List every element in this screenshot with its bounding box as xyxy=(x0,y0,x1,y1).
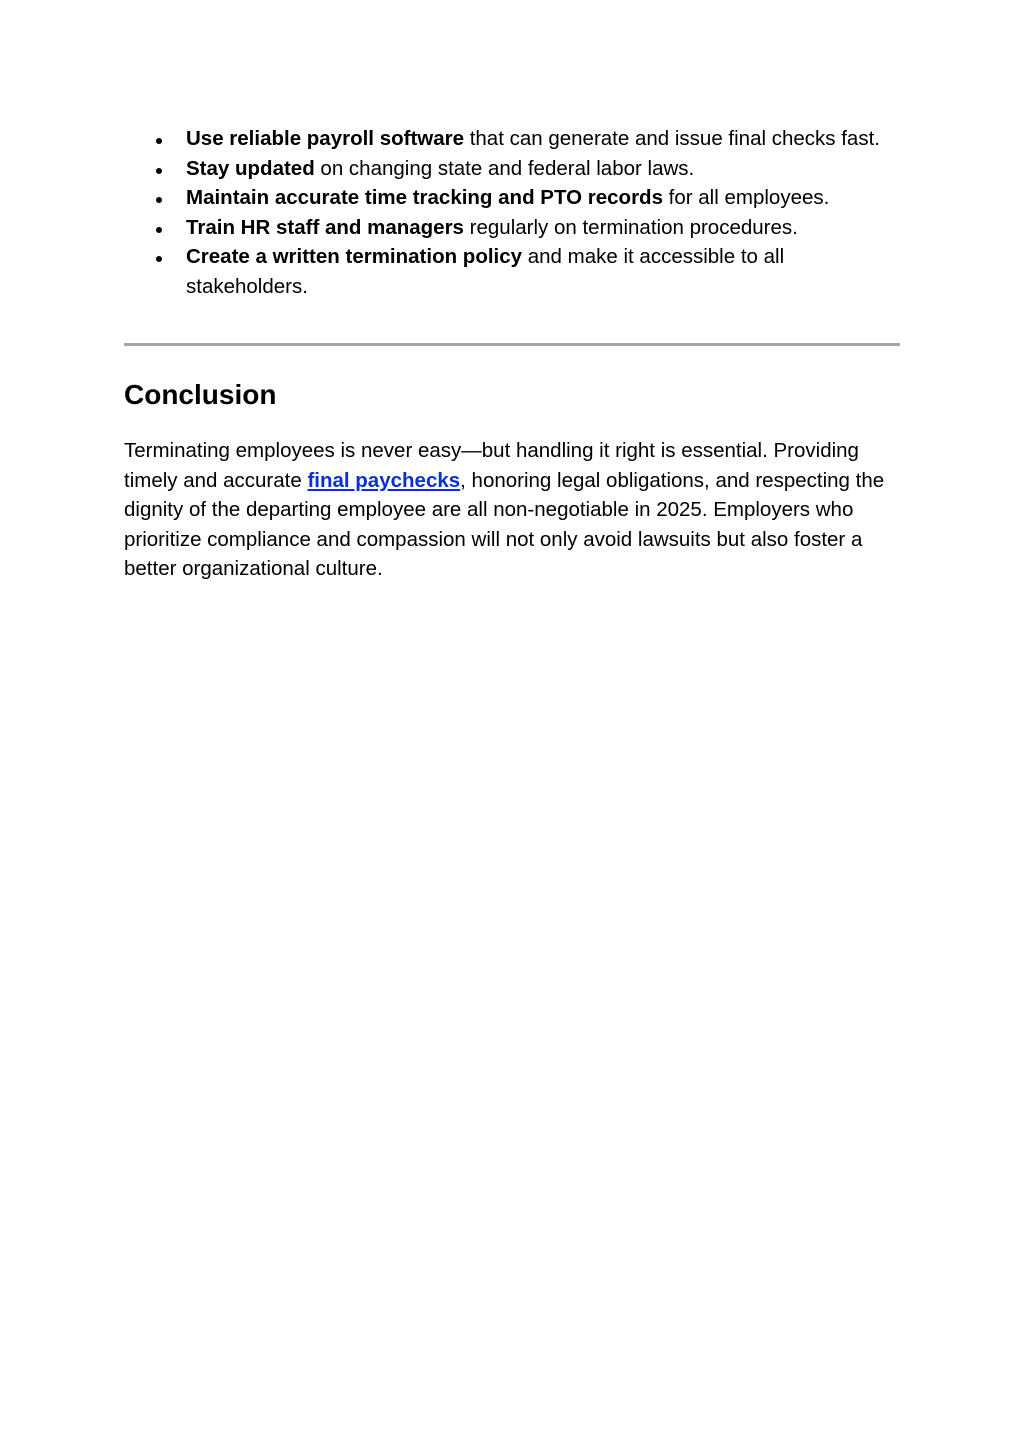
document-page xyxy=(124,124,900,584)
bullet-icon xyxy=(156,168,162,174)
final-paychecks-link[interactable]: final paychecks xyxy=(307,468,461,492)
list-item-bold: Train HR staff and managers xyxy=(186,215,464,239)
list-item xyxy=(124,213,900,243)
conclusion-paragraph xyxy=(124,436,900,584)
bullet-icon xyxy=(156,138,162,144)
list-item-text: and make it accessible to all stakeholders. xyxy=(186,245,785,298)
best-practices-list xyxy=(124,124,900,301)
paragraph-text-before-link: Terminating employees is never easy—but handling it right is essential. Providing timely and accurate xyxy=(124,439,859,492)
list-item-text: for all employees. xyxy=(662,186,830,209)
list-item xyxy=(124,154,900,184)
list-item xyxy=(124,183,900,213)
conclusion-heading: Conclusion xyxy=(124,379,277,410)
list-item-bold: Stay updated xyxy=(186,156,315,180)
bullet-icon xyxy=(156,256,162,262)
list-item-text: on changing state and federal labor laws. xyxy=(314,156,695,180)
list-item-bold: Use reliable payroll software xyxy=(186,127,465,150)
list-item xyxy=(124,124,900,154)
bullet-icon xyxy=(156,197,162,203)
list-item-text: regularly on termination procedures. xyxy=(463,215,798,239)
horizontal-divider xyxy=(124,343,900,346)
bullet-icon xyxy=(156,227,162,233)
list-item-bold: Create a written termination policy xyxy=(186,245,523,268)
list-item-bold: Maintain accurate time tracking and PTO records xyxy=(186,186,663,209)
paragraph-text-after-link: , honoring legal obligations, and respecting the dignity of the departing employee are all non-negotiable in 2025. Employers who prioritize compliance and compassion will not only avoid lawsuits but also foster a better organizational culture. xyxy=(124,468,885,580)
list-item xyxy=(124,242,900,301)
list-item-text: that can generate and issue final checks fast. xyxy=(464,127,880,150)
